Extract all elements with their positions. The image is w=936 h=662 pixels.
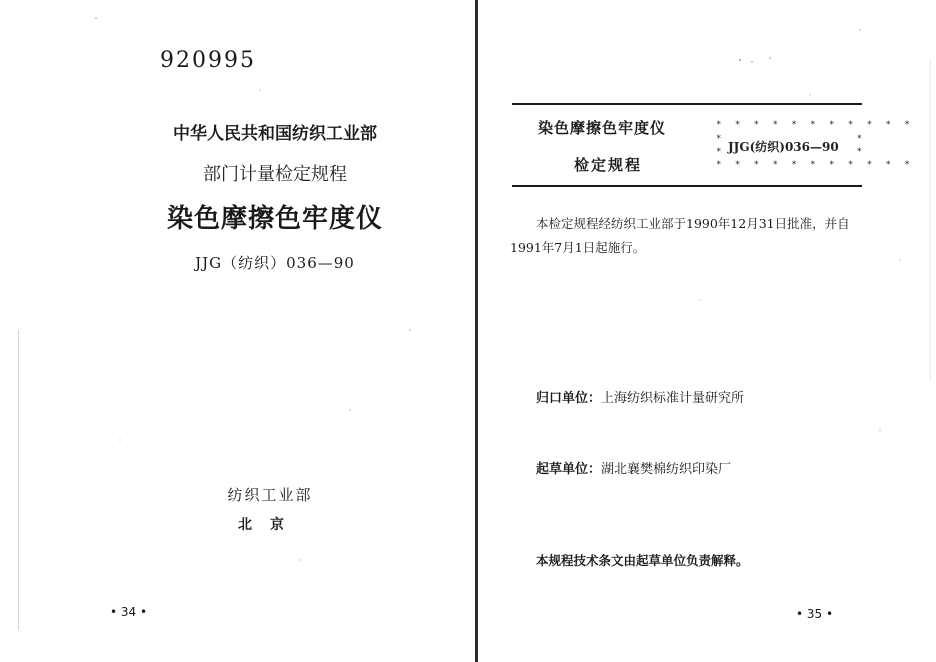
document-title: 染色摩擦色牢度仪 xyxy=(166,204,383,234)
serial-number: 920995 xyxy=(160,48,256,73)
page-number-left: • 34 • xyxy=(110,605,148,619)
book-spine xyxy=(475,0,478,662)
star-border-top: * * * * * * * * * * * xyxy=(716,120,914,130)
header-code: JJG(纺织)036—90 xyxy=(728,140,839,154)
header-title: 染色摩擦色牢度仪 xyxy=(538,119,667,137)
star-border-right: * * xyxy=(856,134,862,157)
document-code: JJG（纺织）036—90 xyxy=(195,254,355,272)
responsible-unit xyxy=(536,387,744,406)
responsible-unit-label: 归口单位： xyxy=(536,391,602,406)
page-edge-shadow xyxy=(18,330,19,630)
star-border-bottom: * * * * * * * * * * * xyxy=(716,160,914,170)
drafting-unit-value: 湖北襄樊棉纺织印染厂 xyxy=(601,462,732,477)
ministry-name: 中华人民共和国纺织工业部 xyxy=(173,124,377,144)
star-border-left: * * xyxy=(716,134,722,157)
header-rule-bottom xyxy=(512,185,862,187)
publisher-city: 北京 xyxy=(238,517,302,533)
regulation-type: 部门计量检定规程 xyxy=(203,164,347,185)
code-star-frame xyxy=(716,120,914,172)
publisher: 纺织工业部 xyxy=(227,486,313,504)
drafting-unit xyxy=(536,458,731,477)
approval-statement: 本检定规程经纺织工业部于1990年12月31日批准，并自1991年7月1日起施行。 xyxy=(510,216,850,255)
page-number-right: • 35 • xyxy=(796,607,834,621)
interpretation-note: 本规程技术条文由起草单位负责解释。 xyxy=(536,553,749,568)
drafting-unit-label: 起草单位： xyxy=(536,462,602,477)
responsible-unit-value: 上海纺织标准计量研究所 xyxy=(601,391,745,406)
header-subtitle: 检定规程 xyxy=(574,156,643,174)
header-rule-top xyxy=(512,103,862,105)
